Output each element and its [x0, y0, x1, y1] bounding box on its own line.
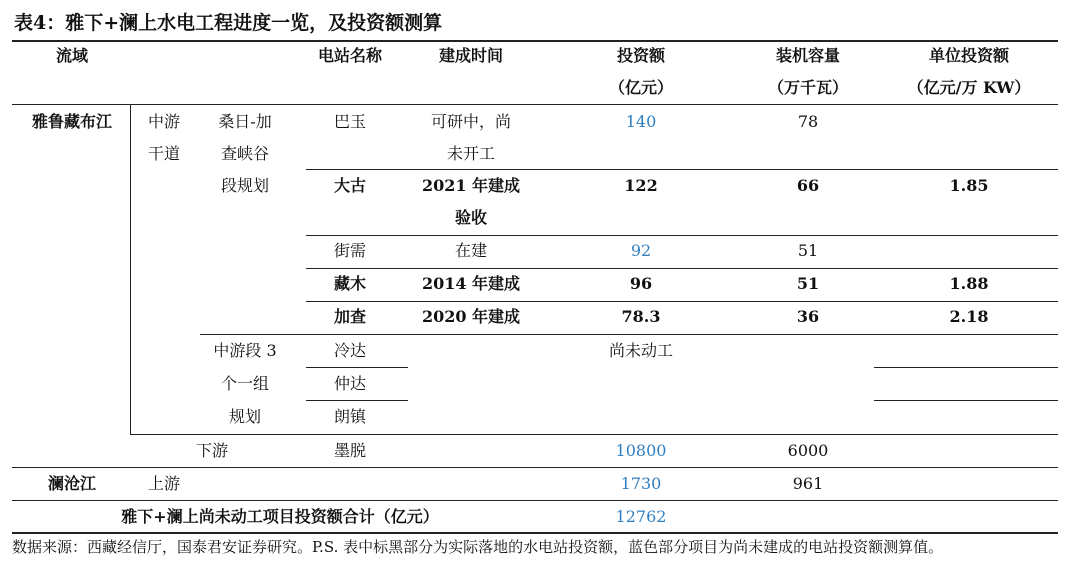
station-name: 冷达: [333, 341, 367, 360]
row-rule-9: [12, 467, 1058, 468]
build-time: 未开工: [446, 144, 496, 163]
header-rule: [12, 104, 1058, 105]
station-name: 仲达: [333, 374, 367, 393]
capacity-value: 66: [796, 176, 820, 195]
plan-group-2: 个一组: [220, 374, 270, 393]
row-rule-2: [306, 235, 1058, 236]
row-rule-8: [130, 434, 1058, 435]
total-label: 雅下+澜上尚未动工项目投资额合计（亿元）: [121, 507, 439, 526]
build-time: 2020 年建成: [421, 307, 521, 326]
invest-value: 122: [624, 176, 658, 195]
capacity-value: 36: [796, 307, 820, 326]
row-rule-6a: [306, 367, 408, 368]
row-rule-7a: [306, 400, 408, 401]
header-invest: 投资额: [616, 46, 666, 65]
bottom-rule: [12, 532, 1058, 534]
basin-lancang: 澜沧江: [47, 474, 97, 493]
plan-group-3: 规划: [228, 407, 262, 426]
header-station: 电站名称: [317, 46, 383, 65]
build-time: 验收: [454, 208, 488, 227]
invest-value: 92: [630, 241, 652, 260]
station-name: 街需: [333, 241, 367, 260]
footnote: 数据来源：西藏经信厅，国泰君安证券研究。P.S. 表中标黑部分为实际落地的水电站投资额，蓝色部分项目为尚未建成的电站投资额测算值。: [12, 538, 944, 556]
segment-main: 干道: [147, 144, 181, 163]
row-rule-3: [306, 268, 1058, 269]
unit-invest-value: 2.18: [949, 307, 989, 326]
station-name: 朗镇: [333, 407, 367, 426]
invest-value: 78.3: [621, 307, 661, 326]
row-rule-1: [306, 169, 1058, 170]
invest-value: 96: [629, 274, 653, 293]
unit-invest-value: 1.85: [949, 176, 989, 195]
station-name: 加查: [333, 307, 367, 326]
header-capacity-unit: （万千瓦）: [767, 78, 849, 97]
unit-invest-value: 1.88: [949, 274, 989, 293]
header-time: 建成时间: [438, 46, 504, 65]
header-unit-invest-unit: （亿元/万 KW）: [907, 78, 1031, 97]
build-time: 尚未动工: [608, 341, 674, 360]
build-time: 2021 年建成: [421, 176, 521, 195]
plan-group-1: 中游段 3: [213, 341, 277, 360]
plan-sangri-2: 查峡谷: [220, 144, 270, 163]
build-time: 可研中，尚: [430, 112, 512, 131]
row-rule-10: [12, 500, 1058, 501]
col-divider: [130, 104, 131, 434]
invest-value: 140: [625, 112, 657, 131]
segment-downstream: 下游: [195, 441, 229, 460]
capacity-value: 6000: [787, 441, 829, 460]
build-time: 在建: [454, 241, 488, 260]
capacity-value: 51: [796, 274, 820, 293]
row-rule-4: [306, 301, 1058, 302]
table-title: 表4：雅下+澜上水电工程进度一览，及投资额测算: [14, 12, 443, 34]
build-time: 2014 年建成: [421, 274, 521, 293]
row-rule-5: [200, 334, 1058, 335]
capacity-value: 51: [797, 241, 819, 260]
station-name: 巴玉: [333, 112, 367, 131]
total-value: 12762: [615, 507, 667, 526]
station-name: 大古: [333, 176, 367, 195]
segment-upstream: 上游: [147, 474, 181, 493]
header-invest-unit: （亿元）: [608, 78, 674, 97]
plan-sangri-3: 段规划: [220, 176, 270, 195]
header-capacity: 装机容量: [775, 46, 841, 65]
capacity-value: 78: [797, 112, 819, 131]
header-basin: 流域: [55, 46, 89, 65]
invest-value: 1730: [620, 474, 662, 493]
station-name: 墨脱: [333, 441, 367, 460]
capacity-value: 961: [792, 474, 824, 493]
header-unit-invest: 单位投资额: [928, 46, 1010, 65]
plan-sangri-1: 桑日-加: [218, 112, 272, 131]
invest-value: 10800: [615, 441, 667, 460]
station-name: 藏木: [333, 274, 367, 293]
segment-middle: 中游: [147, 112, 181, 131]
row-rule-6b: [874, 367, 1058, 368]
basin-yarlung: 雅鲁藏布江: [31, 112, 113, 131]
row-rule-7b: [874, 400, 1058, 401]
top-rule: [12, 40, 1058, 42]
